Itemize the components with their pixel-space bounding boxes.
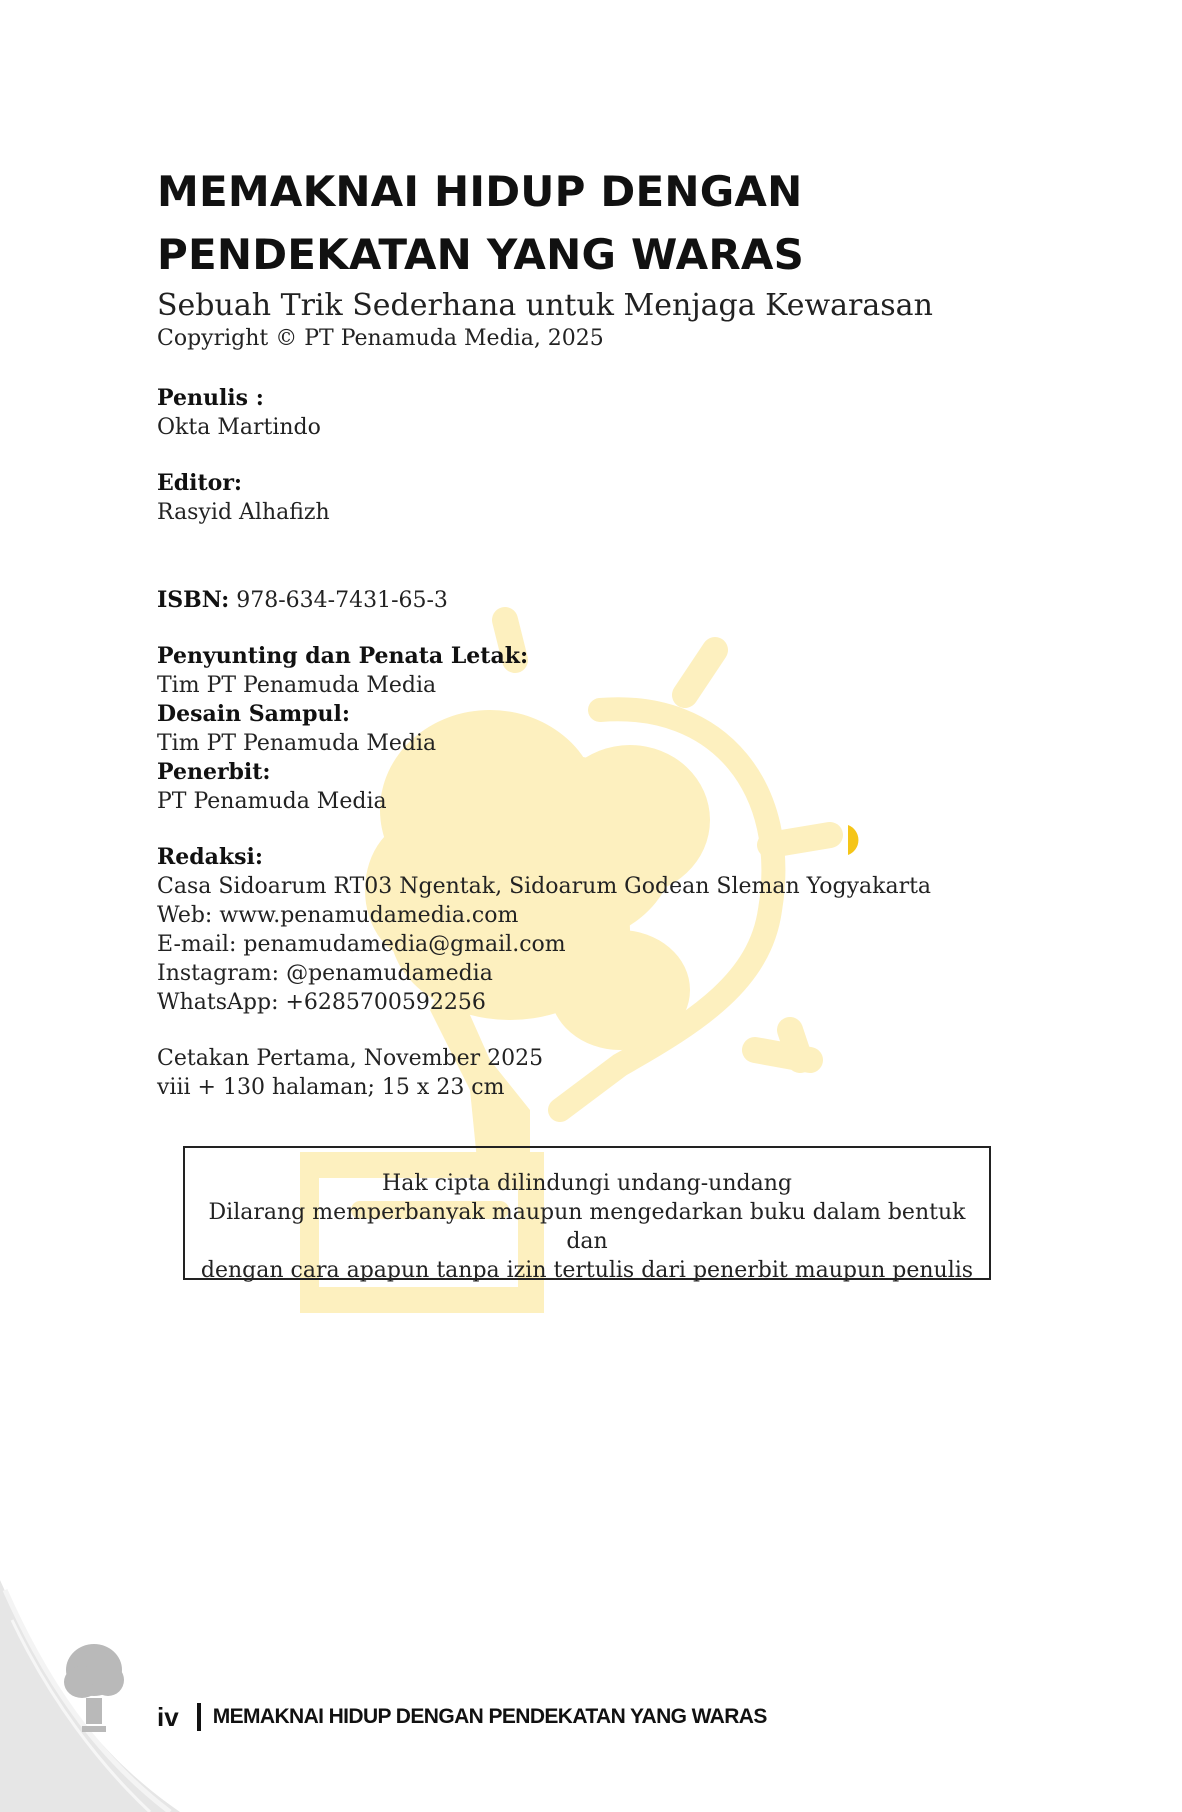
author-label: Penulis :: [157, 385, 264, 411]
editor-block: [157, 469, 1057, 527]
notice-line-2: Dilarang memperbanyak maupun mengedarkan buku dalam bentuk dan: [208, 1200, 966, 1254]
production-credits: [157, 642, 1057, 816]
book-title-line-2: PENDEKATAN YANG WARAS: [157, 230, 805, 279]
author-name: Okta Martindo: [157, 415, 321, 440]
editor-name: Rasyid Alhafizh: [157, 500, 330, 525]
copyright-page-content: [157, 160, 1057, 1102]
notice-line-1: Hak cipta dilindungi undang-undang: [382, 1171, 792, 1196]
printing-edition: Cetakan Pertama, November 2025: [157, 1046, 544, 1071]
author-block: [157, 384, 1057, 442]
edition-block: [157, 1044, 1057, 1102]
book-subtitle: Sebuah Trik Sederhana untuk Menjaga Kewarasan: [157, 288, 933, 323]
footer-divider: [197, 1703, 201, 1731]
book-title: [157, 160, 1057, 286]
page-count: viii + 130 halaman; 15 x 23 cm: [157, 1075, 505, 1100]
page-number: iv: [157, 1701, 179, 1732]
copyright-line: Copyright © PT Penamuda Media, 2025: [157, 326, 604, 351]
copyright-notice-box: [183, 1146, 991, 1283]
book-title-line-1: MEMAKNAI HIDUP DENGAN: [157, 167, 803, 216]
running-title: MEMAKNAI HIDUP DENGAN PENDEKATAN YANG WARAS: [212, 1705, 767, 1728]
isbn-line: [157, 586, 1057, 615]
redaksi-email: E-mail: penamudamedia@gmail.com: [157, 932, 566, 957]
publisher-value: PT Penamuda Media: [157, 789, 387, 814]
isbn-label: ISBN:: [157, 587, 230, 613]
publisher-label: Penerbit:: [157, 759, 271, 785]
cover-design-label: Desain Sampul:: [157, 701, 351, 727]
page-footer: [157, 1700, 767, 1734]
redaksi-label: Redaksi:: [157, 844, 264, 870]
editor-label: Editor:: [157, 470, 243, 496]
cover-design-value: Tim PT Penamuda Media: [157, 731, 437, 756]
redaksi-block: [157, 843, 1057, 1017]
redaksi-instagram: Instagram: @penamudamedia: [157, 961, 493, 986]
isbn-value: 978-634-7431-65-3: [229, 588, 448, 613]
lightbulb-brain-icon: [58, 1640, 138, 1740]
layout-label: Penyunting dan Penata Letak:: [157, 643, 529, 669]
layout-value: Tim PT Penamuda Media: [157, 673, 437, 698]
redaksi-address: Casa Sidoarum RT03 Ngentak, Sidoarum Godean Sleman Yogyakarta: [157, 874, 932, 899]
notice-line-3: dengan cara apapun tanpa izin tertulis dari penerbit maupun penulis: [200, 1258, 974, 1283]
redaksi-web: Web: www.penamudamedia.com: [157, 903, 519, 928]
redaksi-whatsapp: WhatsApp: +6285700592256: [157, 990, 486, 1015]
